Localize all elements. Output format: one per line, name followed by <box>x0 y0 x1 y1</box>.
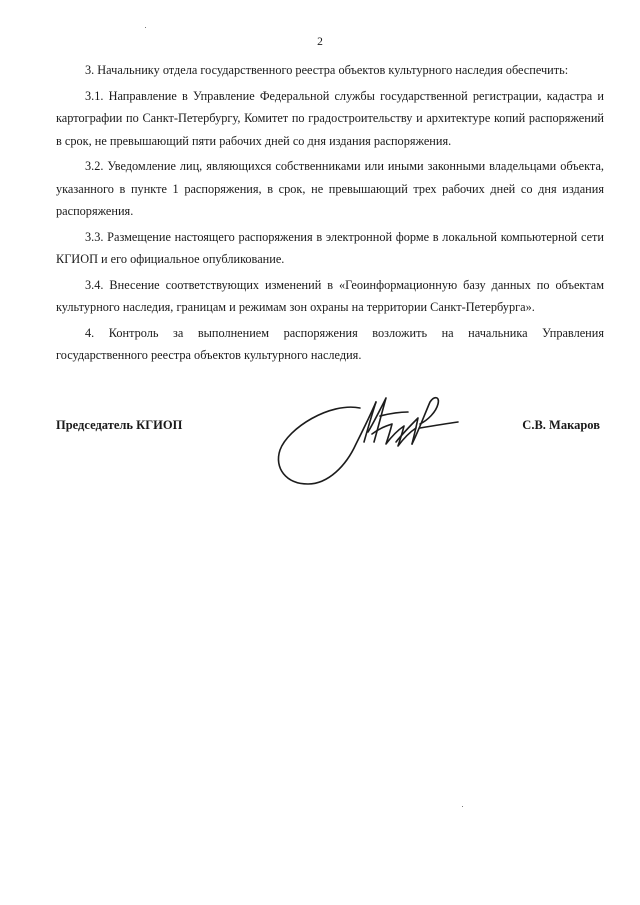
paragraph-3-4: 3.4. Внесение соответствующих изменений в «Геоинформационную базу данных по объектам культурного наследия, границам и режимам зон охраны на территории Санкт-Петербурга». <box>56 277 604 314</box>
scan-speck <box>145 27 146 28</box>
paragraph-3-2: 3.2. Уведомление лиц, являющихся собственниками или иными законными владельцами объекта, указанного в пункте 1 распоряжения, в срок, не превышающий трех рабочих дней со дня издания распоряжения. <box>56 159 604 218</box>
paragraph-4: 4. Контроль за выполнением распоряжения возложить на начальника Управления государственного реестра объектов культурного наследия. <box>56 325 604 362</box>
paragraph-3-3: 3.3. Размещение настоящего распоряжения в электронной форме в локальной компьютерной сети КГИОП и его официальное опубликование. <box>56 229 604 266</box>
signatory-title: Председатель КГИОП <box>56 418 183 432</box>
paragraph-3-1: 3.1. Направление в Управление Федеральной службы государственной регистрации, кадастра и картографии по Санкт-Петербургу, Комитет по градостроительству и архитектуре копий распоряжений в срок, не превышающий пяти рабочих дней со дня издания распоряжения. <box>56 88 604 148</box>
paragraph-3: 3. Начальнику отдела государственного реестра объектов культурного наследия обеспечить: <box>85 63 569 77</box>
document-body <box>56 59 604 370</box>
signatory-name: С.В. Макаров <box>522 418 600 432</box>
handwritten-signature <box>268 388 478 498</box>
page-number: 2 <box>317 36 323 48</box>
scan-speck <box>462 806 463 807</box>
